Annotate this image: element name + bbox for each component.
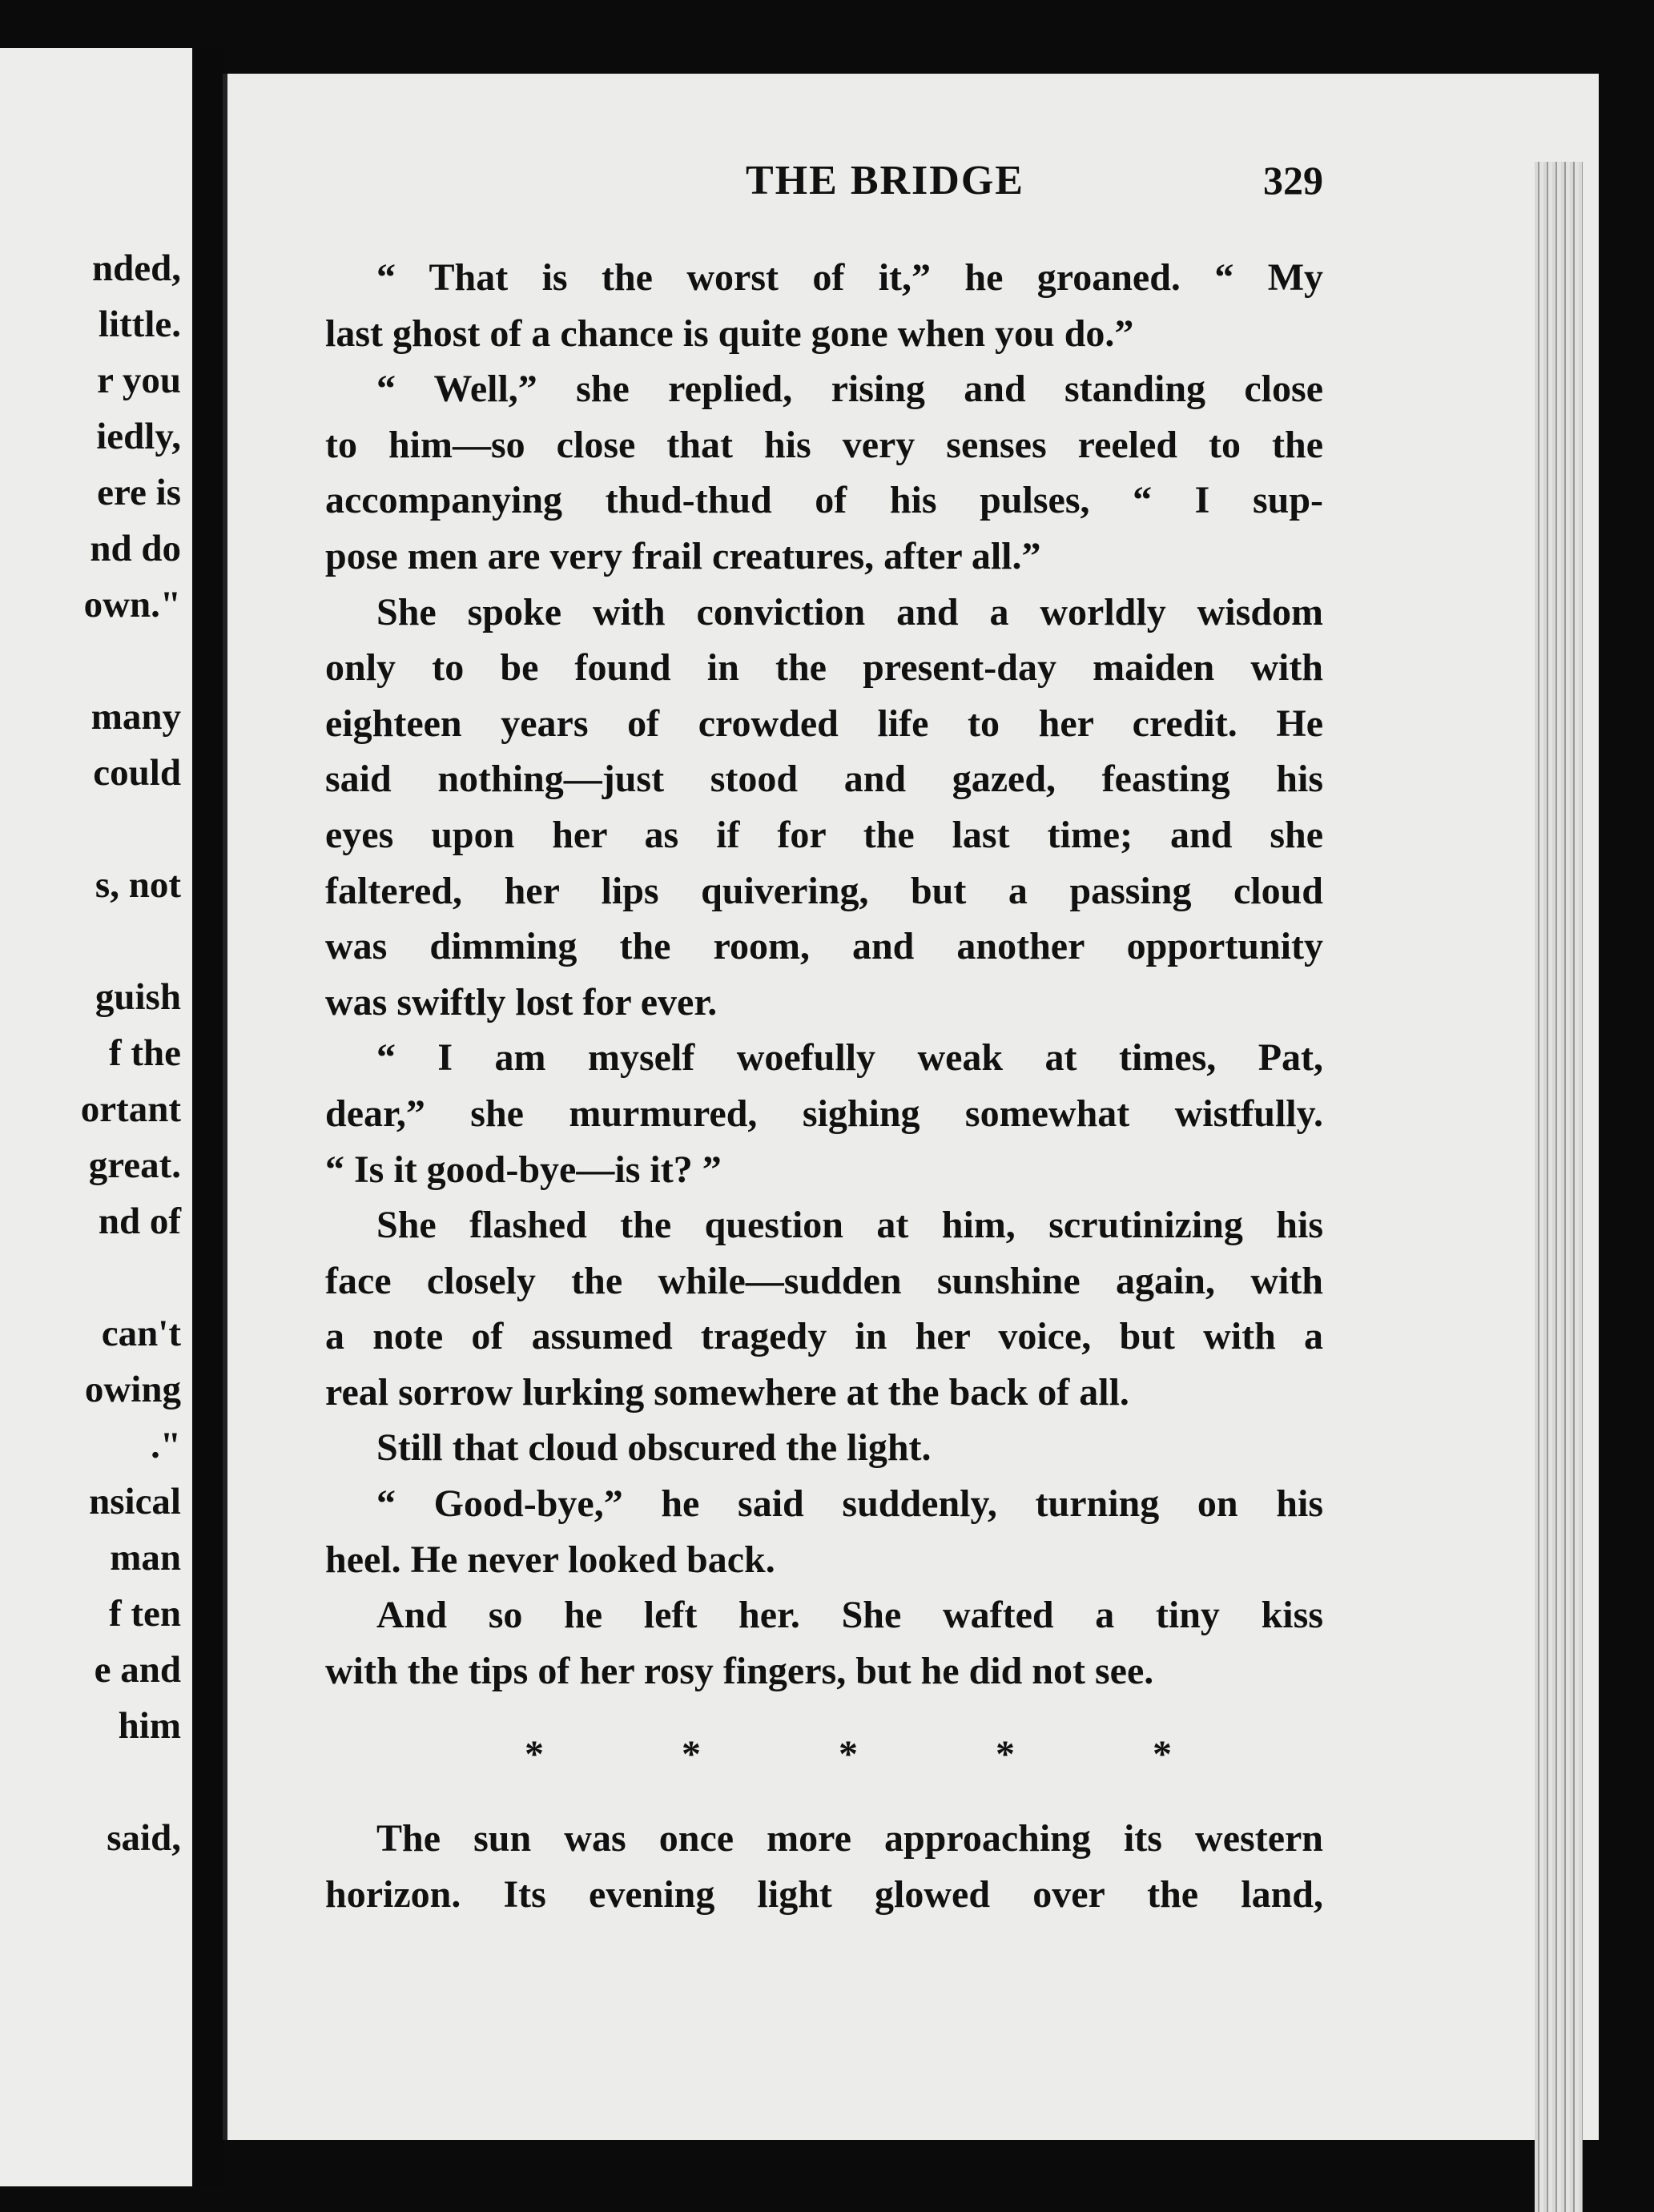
text-line: eighteen years of crowded life to her credit. He <box>325 702 1323 745</box>
text-line: She spoke with conviction and a worldly wisdom <box>376 590 1323 633</box>
facing-page-line: could <box>93 752 181 794</box>
section-break: * * * * * <box>525 1733 1172 1776</box>
text-line: pose men are very frail creatures, after all.” <box>325 534 1041 577</box>
facing-page-line: nsical <box>89 1481 181 1522</box>
facing-page-line: iedly, <box>96 416 181 457</box>
facing-page-line: f the <box>108 1032 181 1074</box>
text-line: heel. He never looked back. <box>325 1538 775 1581</box>
page-edge <box>1535 162 1583 2212</box>
text-line: The sun was once more approaching its western <box>376 1817 1323 1860</box>
facing-page-line: own." <box>83 584 181 625</box>
facing-page-line: said, <box>107 1817 181 1859</box>
text-line: And so he left her. She wafted a tiny kiss <box>376 1594 1323 1637</box>
facing-page-line: ortant <box>80 1088 181 1130</box>
running-head <box>447 157 1323 215</box>
text-line: accompanying thud-thud of his pulses, “ I sup- <box>325 479 1323 522</box>
page-number: 329 <box>1263 158 1323 203</box>
facing-page <box>0 48 192 2186</box>
text-line: a note of assumed tragedy in her voice, but with a <box>325 1315 1323 1358</box>
facing-page-line: guish <box>95 976 181 1018</box>
text-line: was dimming the room, and another opportunity <box>325 925 1323 968</box>
facing-page-line: nd do <box>90 528 181 569</box>
facing-page-line: man <box>110 1537 181 1579</box>
facing-page-line: ." <box>151 1425 181 1466</box>
text-line: said nothing—just stood and gazed, feasting his <box>325 758 1323 801</box>
text-line: She flashed the question at him, scrutinizing his <box>376 1204 1323 1247</box>
book-gutter <box>192 48 224 2186</box>
facing-page-line: little. <box>98 304 181 345</box>
facing-page-line: e and <box>94 1649 181 1691</box>
text-line: only to be found in the present-day maiden with <box>325 646 1323 690</box>
facing-page-line: nded, <box>91 247 181 289</box>
text-line: last ghost of a chance is quite gone when you do.” <box>325 312 1134 355</box>
text-line: real sorrow lurking somewhere at the back of all. <box>325 1370 1129 1414</box>
facing-page-line: great. <box>88 1144 181 1186</box>
facing-page-line: f ten <box>108 1593 181 1635</box>
text-line: was swiftly lost for ever. <box>325 980 718 1024</box>
facing-page-line: nd of <box>98 1201 181 1242</box>
facing-page-line: many <box>91 696 181 738</box>
body-text <box>325 250 1323 1923</box>
facing-page-line: ere is <box>97 472 181 513</box>
text-line: “ I am myself woefully weak at times, Pat, <box>376 1036 1323 1080</box>
text-line: “ Is it good-bye—is it? ” <box>325 1148 722 1191</box>
facing-page-line: owing <box>84 1369 181 1410</box>
text-line: Still that cloud obscured the light. <box>376 1426 932 1470</box>
text-line: “ That is the worst of it,” he groaned. “ My <box>376 256 1323 299</box>
text-line: dear,” she murmured, sighing somewhat wistfully. <box>325 1092 1323 1135</box>
facing-page-line: him <box>118 1705 181 1747</box>
text-line: with the tips of her rosy fingers, but he did not see. <box>325 1649 1154 1692</box>
text-line: horizon. Its evening light glowed over the land, <box>325 1873 1323 1916</box>
text-line: face closely the while—sudden sunshine again, with <box>325 1259 1323 1302</box>
running-title: THE BRIDGE <box>746 158 1024 203</box>
facing-page-line: r you <box>97 360 181 401</box>
facing-page-line: s, not <box>95 864 181 906</box>
text-line: eyes upon her as if for the last time; and she <box>325 813 1323 856</box>
facing-page-line: can't <box>101 1313 181 1354</box>
text-line: to him—so close that his very senses reeled to the <box>325 423 1323 466</box>
text-line: faltered, her lips quivering, but a passing cloud <box>325 869 1323 912</box>
text-line: “ Good-bye,” he said suddenly, turning on his <box>376 1482 1323 1526</box>
text-line: “ Well,” she replied, rising and standing close <box>376 368 1323 411</box>
